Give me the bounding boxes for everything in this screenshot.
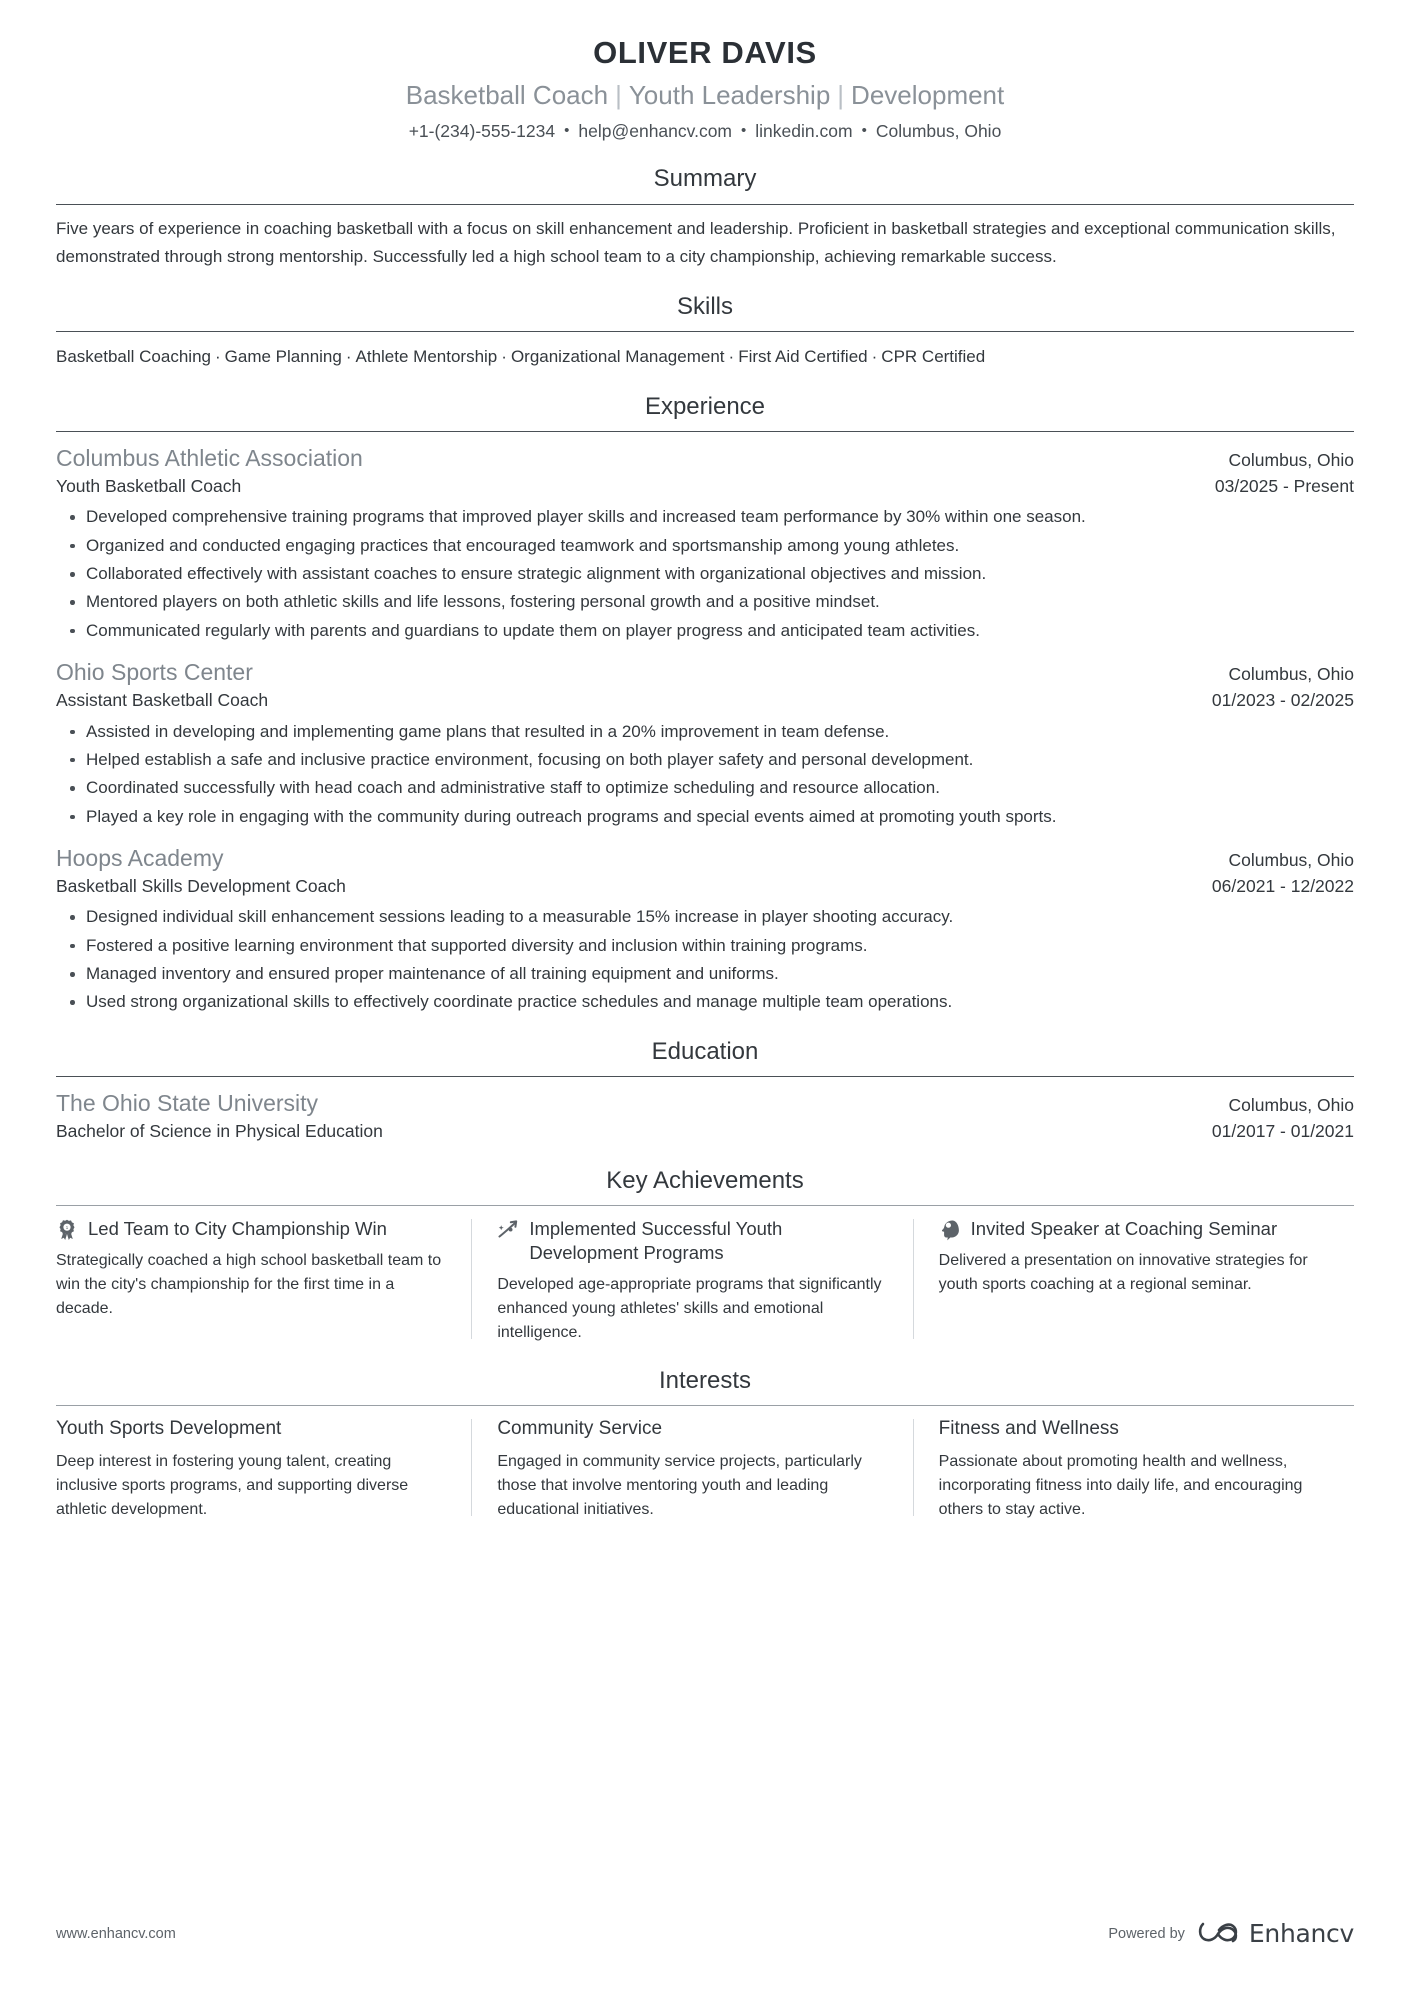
skills-list [56,332,1354,370]
skills-separator: · [214,347,221,367]
experience-bullet: Designed individual skill enhancement sessions leading to a measurable 15% increase in player shooting accuracy. [56,904,1354,930]
contact-location: Columbus, Ohio [875,120,1002,141]
experience-location: Columbus, Ohio [1228,849,1354,870]
skill-item: CPR Certified [881,347,986,367]
experience-role: Basketball Skills Development Coach [56,875,346,896]
experience-company-row [56,843,1354,874]
headline-separator-1: | [615,79,622,110]
experience-company-row [56,657,1354,688]
key-achievement-card [56,1217,471,1345]
education-entry [56,1077,1354,1144]
interest-card [471,1417,912,1522]
interest-card [56,1417,471,1522]
experience-bullet: Organized and conducted engaging practices that encouraged teamwork and sportsmanship among young athletes. [56,533,1354,559]
experience-company: Ohio Sports Center [56,659,253,686]
section-experience [56,391,1354,1016]
experience-bullet-list [56,719,1354,830]
education-location: Columbus, Ohio [1228,1095,1354,1116]
footer-powered-by-label: Powered by [1108,1925,1185,1942]
interest-title: Community Service [497,1418,663,1440]
interests-grid [56,1406,1354,1522]
key-achievement-title: Implemented Successful Youth Development Programs [529,1217,783,1263]
headline-part-2: Youth Leadership [628,79,831,110]
resume-header [56,34,1354,143]
candidate-name: OLIVER DAVIS [593,35,817,70]
key-achievement-title: Led Team to City Championship Win [88,1217,387,1239]
headline-part-1: Basketball Coach [405,79,609,110]
experience-bullet: Developed comprehensive training programs that improved player skills and increased team performance by 30% within one season. [56,504,1354,530]
experience-entry [56,432,1354,644]
experience-bullet: Fostered a positive learning environment that supported diversity and inclusion within training programs. [56,933,1354,959]
section-key-achievements [56,1165,1354,1345]
experience-entries [56,432,1354,1016]
skill-item: Basketball Coaching [56,347,211,367]
contact-linkedin[interactable]: linkedin.com [755,120,853,141]
contact-dot-3: • [861,121,867,139]
education-entries [56,1077,1354,1144]
section-skills [56,291,1354,371]
growth-arrow-icon [497,1217,519,1241]
contact-dot-2: • [741,121,747,139]
skill-item: Organizational Management [510,347,725,367]
footer-branding [1108,1916,1354,1951]
experience-company: Hoops Academy [56,844,224,871]
contact-dot-1: • [564,121,570,139]
skill-item: Athlete Mentorship [355,347,498,367]
experience-bullet: Collaborated effectively with assistant coaches to ensure strategic alignment with organizational objectives and mission. [56,561,1354,587]
education-degree: Bachelor of Science in Physical Education [56,1121,383,1142]
experience-role: Assistant Basketball Coach [56,690,269,711]
speaker-head-icon [939,1217,961,1241]
education-heading: Education [651,1037,759,1065]
page-footer [56,1916,1354,1951]
footer-website-link[interactable]: www.enhancv.com [56,1925,176,1942]
contact-phone: +1-(234)-555-1234 [408,120,556,141]
key-achievements-grid [56,1206,1354,1345]
section-summary [56,163,1354,271]
skills-separator: · [501,347,507,367]
experience-location: Columbus, Ohio [1228,449,1354,470]
experience-bullet-list [56,904,1354,1015]
skill-item: Game Planning [224,347,342,367]
key-achievement-header [56,1217,445,1241]
key-achievements-heading: Key Achievements [606,1166,804,1194]
experience-bullet: Communicated regularly with parents and guardians to update them on player progress and anticipated team activities. [56,618,1354,644]
experience-bullet: Assisted in developing and implementing game plans that resulted in a 20% improvement in team defense. [56,719,1354,745]
enhancv-logo [1197,1916,1354,1951]
experience-bullet: Managed inventory and ensured proper maintenance of all training equipment and uniforms. [56,961,1354,987]
experience-bullet: Mentored players on both athletic skills and life lessons, fostering personal growth and a positive mindset. [56,589,1354,615]
experience-entry [56,832,1354,1016]
experience-dates: 06/2021 - 12/2022 [1211,875,1354,896]
experience-role-row [56,874,1354,899]
svg-text:1: 1 [65,1225,69,1231]
headline-part-3: Development [851,79,1005,110]
summary-text: Five years of experience in coaching basketball with a focus on skill enhancement and leadership. Proficient in basketball strategies and exceptional communication skills, demonstrated through strong mentorship. Successfully led a high school team to a city championship, achieving remarkable success. [56,218,1336,266]
key-achievement-description: Developed age-appropriate programs that significantly enhanced young athletes' skills and emotional intelligence. [497,1276,882,1341]
interest-title: Fitness and Wellness [938,1418,1119,1440]
enhancv-mark-icon [1197,1916,1241,1951]
experience-dates: 01/2023 - 02/2025 [1211,690,1354,711]
contact-email[interactable]: help@enhancv.com [578,120,733,141]
candidate-headline [56,79,1354,113]
experience-bullet-list [56,504,1354,644]
education-school-row [56,1088,1354,1119]
enhancv-wordmark: Enhancv [1248,1919,1354,1948]
section-interests [56,1365,1354,1522]
contact-line [56,120,1354,144]
summary-heading: Summary [653,165,757,193]
skills-separator: · [728,347,735,367]
key-achievement-description: Strategically coached a high school basketball team to win the city's championship for the first time in a decade. [56,1251,442,1317]
skills-heading: Skills [676,293,733,320]
interest-description: Engaged in community service projects, particularly those that involve mentoring youth and leading educational initiatives. [497,1453,862,1519]
key-achievement-card [913,1217,1354,1345]
skill-item: First Aid Certified [738,347,868,367]
experience-heading: Experience [644,392,766,420]
section-education [56,1036,1354,1145]
key-achievement-header [497,1217,886,1265]
experience-bullet: Coordinated successfully with head coach and administrative staff to optimize scheduling and resource allocation. [56,775,1354,801]
experience-bullet: Used strong organizational skills to effectively coordinate practice schedules and manage multiple team operations. [56,989,1354,1015]
experience-dates: 03/2025 - Present [1214,476,1354,497]
headline-separator-2: | [837,79,845,110]
experience-bullet: Played a key role in engaging with the community during outreach programs and special events aimed at promoting youth sports. [56,804,1354,830]
key-achievement-header [939,1217,1328,1241]
education-dates: 01/2017 - 01/2021 [1211,1121,1354,1142]
education-school: The Ohio State University [56,1090,319,1117]
experience-role-row [56,688,1354,713]
experience-location: Columbus, Ohio [1228,664,1354,685]
skills-separator: · [345,347,352,367]
key-achievement-description: Delivered a presentation on innovative strategies for youth sports coaching at a regional seminar. [938,1251,1308,1293]
interest-title: Youth Sports Development [56,1418,282,1440]
interest-card [913,1417,1354,1522]
key-achievement-card [471,1217,912,1345]
experience-role-row [56,474,1354,499]
key-achievement-title: Invited Speaker at Coaching Seminar [970,1217,1278,1239]
interest-description: Deep interest in fostering young talent, creating inclusive sports programs, and supporting diverse athletic development. [56,1453,409,1519]
experience-company-row [56,443,1354,474]
award-ribbon-icon [56,1217,78,1241]
experience-bullet: Helped establish a safe and inclusive practice environment, focusing on both player safety and personal development. [56,747,1354,773]
experience-company: Columbus Athletic Association [56,444,363,471]
interests-heading: Interests [658,1367,752,1394]
experience-entry [56,646,1354,830]
education-degree-row [56,1119,1354,1144]
interest-description: Passionate about promoting health and wellness, incorporating fitness into daily life, and encouraging others to stay active. [938,1453,1303,1519]
skills-separator: · [871,347,878,367]
experience-role: Youth Basketball Coach [56,476,242,497]
